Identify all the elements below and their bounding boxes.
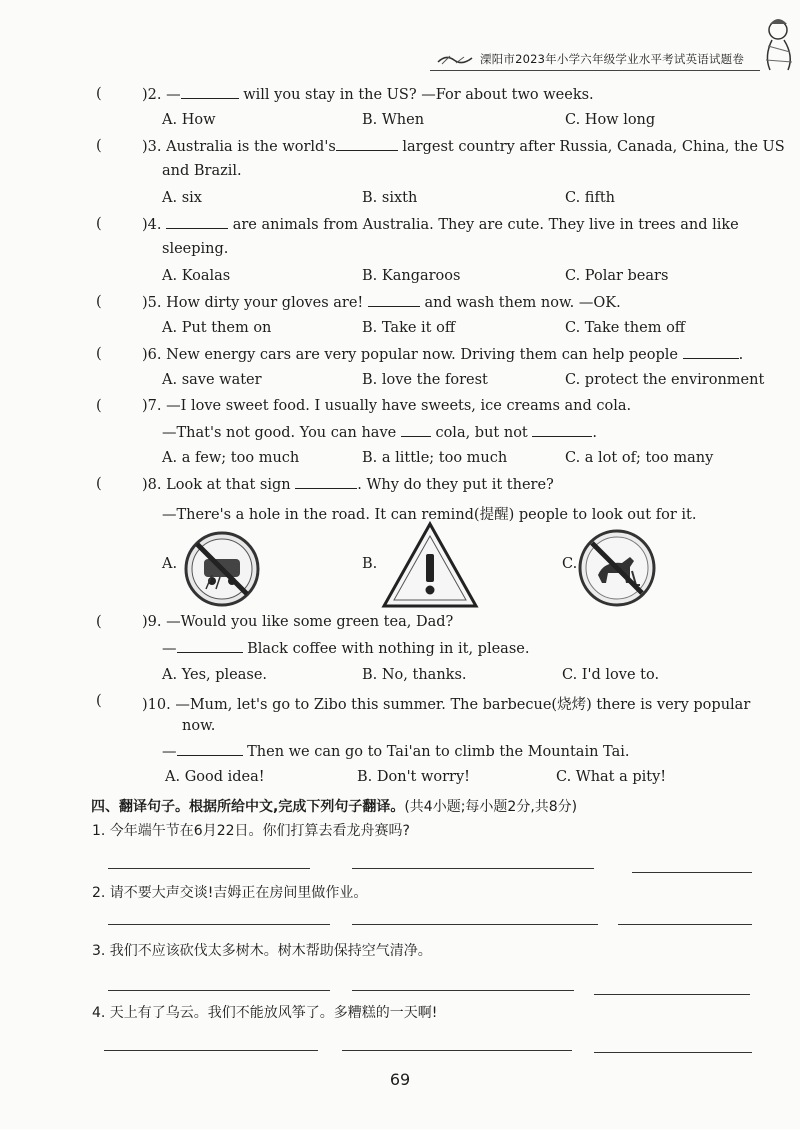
question-number: )3. [142, 139, 162, 155]
answer-line[interactable] [104, 1050, 318, 1051]
stem-text: cola, but not [430, 425, 528, 441]
answer-blank[interactable] [295, 476, 357, 489]
answer-paren: ( [96, 476, 102, 492]
option-b: B. Kangaroos [362, 268, 461, 284]
question-number: )10. [142, 697, 171, 713]
warning-triangle-sign-icon [380, 520, 480, 610]
option-a: A. save water [162, 372, 262, 388]
translation-item-3: 3. 我们不应该砍伐太多树木。树木帮助保持空气清净。 [92, 943, 432, 959]
header-title: 溧阳市2023年小学六年级学业水平考试英语试题卷 [480, 52, 745, 66]
stem-text: . [738, 347, 744, 363]
option-b: B. No, thanks. [362, 667, 467, 683]
option-c: C. I'd love to. [562, 667, 660, 683]
option-c: C. What a pity! [556, 769, 667, 785]
option-c: C. [562, 556, 578, 572]
answer-paren: ( [96, 294, 102, 310]
section-note: (共4小题;每小题2分,共8分) [404, 799, 578, 815]
translation-item-1: 1. 今年端午节在6月22日。你们打算去看龙舟赛吗? [92, 823, 410, 839]
question-5-stem [142, 294, 621, 311]
option-b: B. sixth [362, 190, 418, 206]
question-number: )6. [142, 347, 162, 363]
option-a: A. Put them on [162, 320, 272, 336]
page-header [430, 50, 760, 71]
question-9-stem [142, 614, 453, 630]
question-9-line2 [162, 640, 529, 657]
stem-text: . [592, 425, 597, 441]
option-a: A. a few; too much [162, 450, 300, 466]
answer-paren: ( [96, 216, 102, 232]
answer-blank[interactable] [181, 86, 239, 99]
stem-text: and wash them now. —OK. [419, 295, 621, 311]
stem-text: —Would you like some green tea, Dad? [166, 614, 454, 630]
option-c: C. How long [565, 112, 656, 128]
option-a: A. How [162, 112, 216, 128]
option-b: B. Don't worry! [357, 769, 471, 785]
question-10-line2 [162, 743, 629, 760]
page-number: 69 [389, 1070, 411, 1089]
stem-text: —Mum, let's go to Zibo this summer. The barbecue(烧烤) there is very popular [175, 697, 751, 713]
no-entry-sign-icon [182, 529, 262, 609]
answer-line[interactable] [108, 868, 310, 869]
answer-line[interactable] [632, 872, 752, 873]
answer-paren: ( [96, 614, 102, 630]
question-number: )8. [142, 477, 162, 493]
stem-text: Then we can go to Tai'an to climb the Mountain Tai. [242, 744, 630, 760]
stem-text: largest country after Russia, Canada, China, the US [397, 139, 785, 155]
stem-text: —I love sweet food. I usually have sweets, ice creams and cola. [166, 398, 632, 414]
answer-line[interactable] [352, 990, 574, 991]
option-b: B. [362, 556, 378, 572]
question-number: )9. [142, 614, 162, 630]
answer-paren: ( [96, 138, 102, 154]
stem-text: How dirty your gloves are! [166, 295, 364, 311]
stem-continuation: sleeping. [162, 241, 229, 257]
option-c: C. a lot of; too many [565, 450, 714, 466]
option-b: B. a little; too much [362, 450, 508, 466]
stem-text: Australia is the world's [166, 139, 336, 155]
translation-item-2: 2. 请不要大声交谈!吉姆正在房间里做作业。 [92, 885, 368, 901]
no-dogs-sign-icon [576, 527, 658, 609]
stem-continuation: now. [182, 718, 216, 734]
option-b: B. When [362, 112, 425, 128]
stem-text: — [162, 744, 177, 760]
question-4-stem [142, 216, 739, 233]
option-a: A. Yes, please. [162, 667, 268, 683]
option-c: C. Take them off [565, 320, 686, 336]
answer-blank[interactable] [368, 294, 420, 307]
answer-line[interactable] [618, 924, 752, 925]
stem-text: Look at that sign [166, 477, 291, 493]
stem-text: New energy cars are very popular now. Driving them can help people [166, 347, 678, 363]
answer-line[interactable] [594, 1052, 752, 1053]
stem-text: — [162, 641, 177, 657]
option-c: C. protect the environment [565, 372, 765, 388]
stem-continuation: and Brazil. [162, 163, 242, 179]
answer-line[interactable] [594, 994, 750, 995]
answer-blank[interactable] [683, 346, 739, 359]
option-a: A. [162, 556, 178, 572]
option-a: A. Good idea! [165, 769, 265, 785]
stem-text: —That's not good. You can have [162, 425, 397, 441]
section-title: 四、翻译句子。根据所给中文,完成下列句子翻译。 [91, 799, 405, 815]
question-7-stem [142, 398, 631, 414]
question-number: )5. [142, 295, 162, 311]
stem-text: will you stay in the US? —For about two weeks. [238, 87, 594, 103]
stem-text: Black coffee with nothing in it, please. [242, 641, 530, 657]
answer-line[interactable] [108, 924, 330, 925]
stem-text: are animals from Australia. They are cute. They live in trees and like [228, 217, 739, 233]
question-2-stem [142, 86, 594, 103]
question-8-line2: —There's a hole in the road. It can remind(提醒) people to look out for it. [162, 507, 697, 523]
question-number: )4. [142, 217, 162, 233]
answer-blank[interactable] [166, 216, 228, 229]
answer-paren: ( [96, 693, 102, 709]
question-number: )2. [142, 87, 162, 103]
answer-blank[interactable] [177, 640, 243, 653]
answer-blank[interactable] [177, 743, 243, 756]
question-6-stem [142, 346, 743, 363]
answer-blank[interactable] [532, 424, 592, 437]
translation-item-4: 4. 天上有了乌云。我们不能放风筝了。多糟糕的一天啊! [92, 1005, 438, 1021]
option-b: B. love the forest [362, 372, 488, 388]
answer-line[interactable] [342, 1050, 572, 1051]
header-decoration-icon [436, 52, 476, 66]
answer-line[interactable] [108, 990, 330, 991]
question-8-stem [142, 476, 554, 493]
stem-text: . Why do they put it there? [357, 477, 554, 493]
question-3-stem [142, 138, 785, 155]
answer-paren: ( [96, 346, 102, 362]
option-c: C. fifth [565, 190, 615, 206]
answer-paren: ( [96, 86, 102, 102]
answer-blank[interactable] [336, 138, 398, 151]
section-4-heading [91, 796, 577, 816]
question-10-stem [142, 693, 750, 714]
answer-line[interactable] [352, 924, 598, 925]
option-a: A. Koalas [162, 268, 231, 284]
answer-blank[interactable] [401, 424, 431, 437]
option-c: C. Polar bears [565, 268, 669, 284]
answer-paren: ( [96, 398, 102, 414]
stem-text: — [166, 87, 181, 103]
option-b: B. Take it off [362, 320, 456, 336]
question-number: )7. [142, 398, 162, 414]
answer-line[interactable] [352, 868, 594, 869]
question-7-line2 [162, 424, 597, 441]
option-a: A. six [162, 190, 202, 206]
cartoon-mascot-icon [760, 16, 798, 76]
